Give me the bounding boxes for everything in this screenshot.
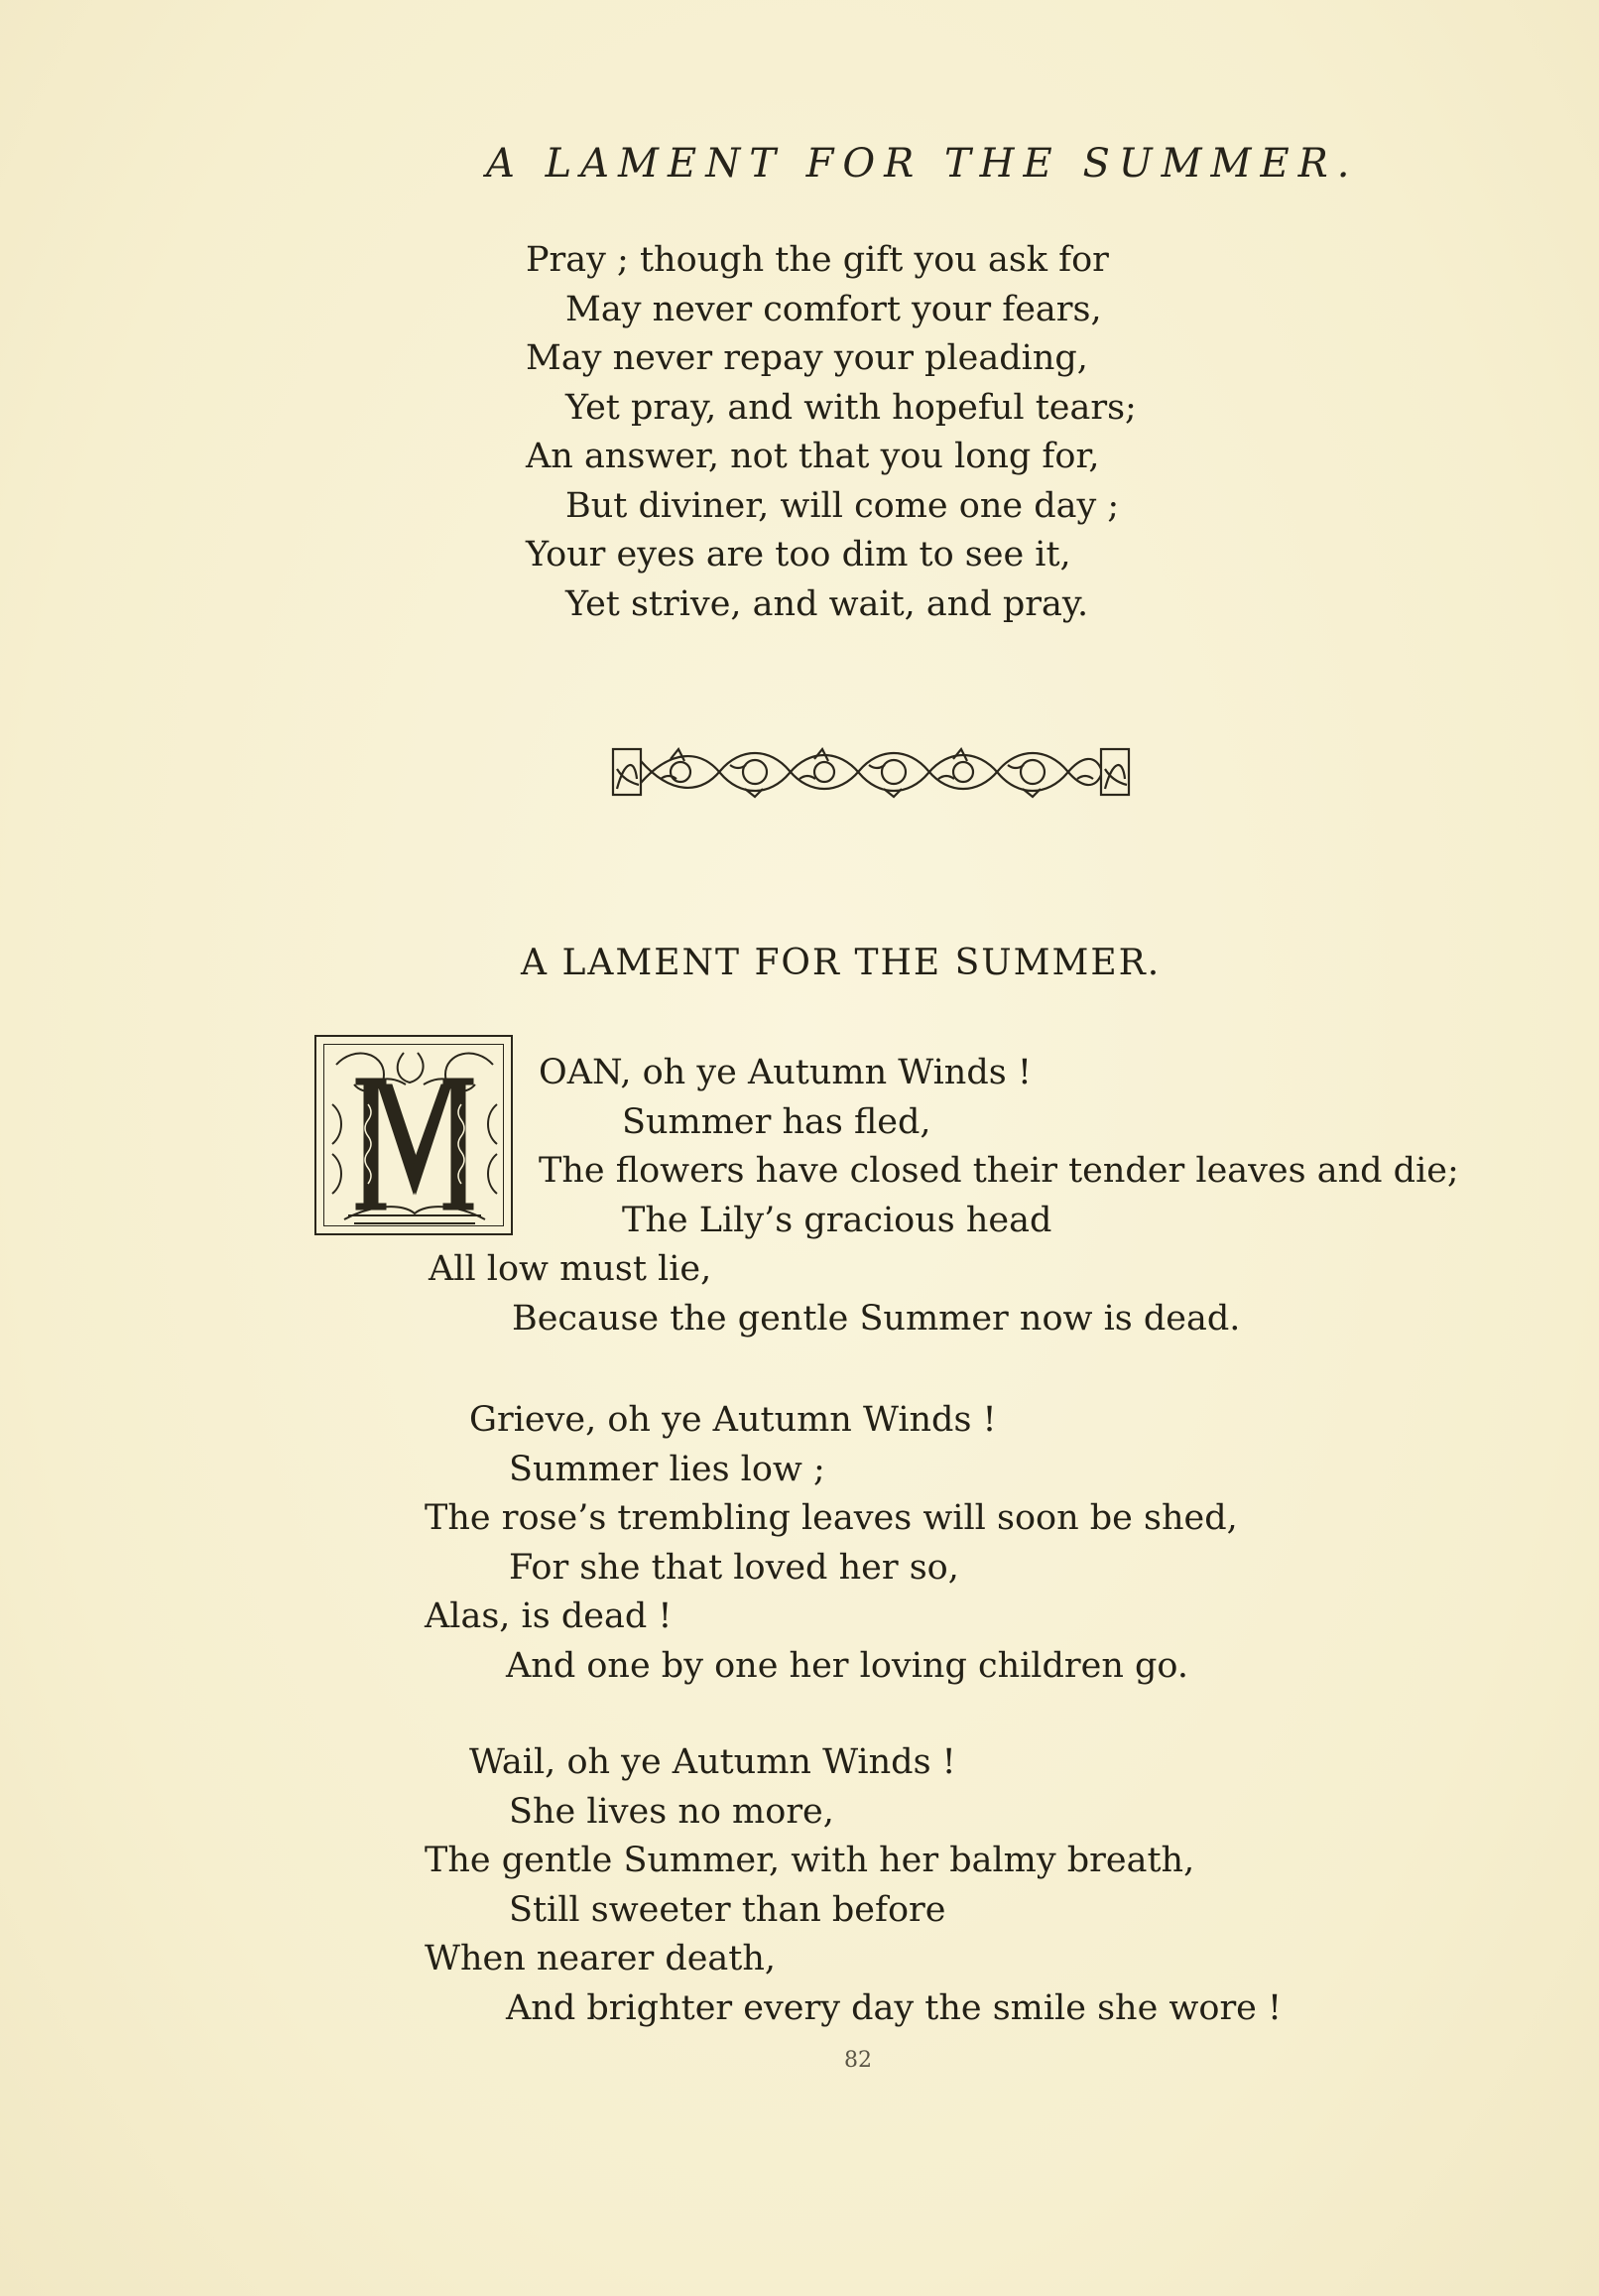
verse-line: And brighter every day the smile she wore !	[506, 1987, 1283, 2028]
verse-line: She lives no more,	[509, 1791, 834, 1832]
verse-line: When nearer death,	[425, 1939, 777, 1978]
drop-cap-initial	[314, 1035, 513, 1235]
verse-line: Still sweeter than before	[509, 1889, 946, 1930]
verse-line: But diviner, will come one day ;	[565, 485, 1120, 526]
stanza-1-opening	[539, 1049, 1459, 1245]
verse-line: Your eyes are too dim to see it,	[526, 535, 1071, 574]
verse-line: May never comfort your fears,	[565, 289, 1102, 329]
verse-line: The gentle Summer, with her balmy breath,	[425, 1841, 1195, 1880]
verse-line: The rose’s trembling leaves will soon be shed,	[425, 1498, 1238, 1538]
verse-line: Wail, oh ye Autumn Winds !	[469, 1742, 956, 1782]
drop-cap-letter-art	[324, 1045, 505, 1229]
verse-line: An answer, not that you long for,	[526, 437, 1100, 476]
verse-line: Pray ; though the gift you ask for	[526, 240, 1109, 280]
previous-poem-ending	[526, 236, 1137, 629]
ornament-divider	[611, 739, 1131, 805]
verse-line: Summer lies low ;	[509, 1449, 825, 1489]
verse-line: All low must lie,	[429, 1249, 712, 1289]
verse-line: OAN, oh ye Autumn Winds !	[539, 1053, 1032, 1092]
verse-line: Grieve, oh ye Autumn Winds !	[469, 1400, 997, 1440]
stanza-2	[425, 1396, 1238, 1691]
verse-line: For she that loved her so,	[509, 1547, 959, 1588]
page-number: 82	[844, 2048, 872, 2073]
verse-line: The flowers have closed their tender leaves and die;	[539, 1151, 1459, 1191]
verse-line: The Lily’s gracious head	[622, 1200, 1052, 1240]
stanza-3	[425, 1738, 1282, 2033]
verse-line: Because the gentle Summer now is dead.	[512, 1298, 1241, 1339]
verse-line: Yet pray, and with hopeful tears;	[565, 387, 1137, 428]
verse-line: May never repay your pleading,	[526, 338, 1088, 378]
verse-line: And one by one her loving children go.	[506, 1645, 1189, 1686]
stanza-1-ending	[429, 1245, 1240, 1343]
poem-title: A LAMENT FOR THE SUMMER.	[521, 943, 1162, 983]
running-head: A LAMENT FOR THE SUMMER.	[486, 141, 1359, 187]
verse-line: Alas, is dead !	[425, 1596, 673, 1636]
verse-line: Summer has fled,	[622, 1101, 931, 1142]
verse-line: Yet strive, and wait, and pray.	[565, 583, 1089, 624]
